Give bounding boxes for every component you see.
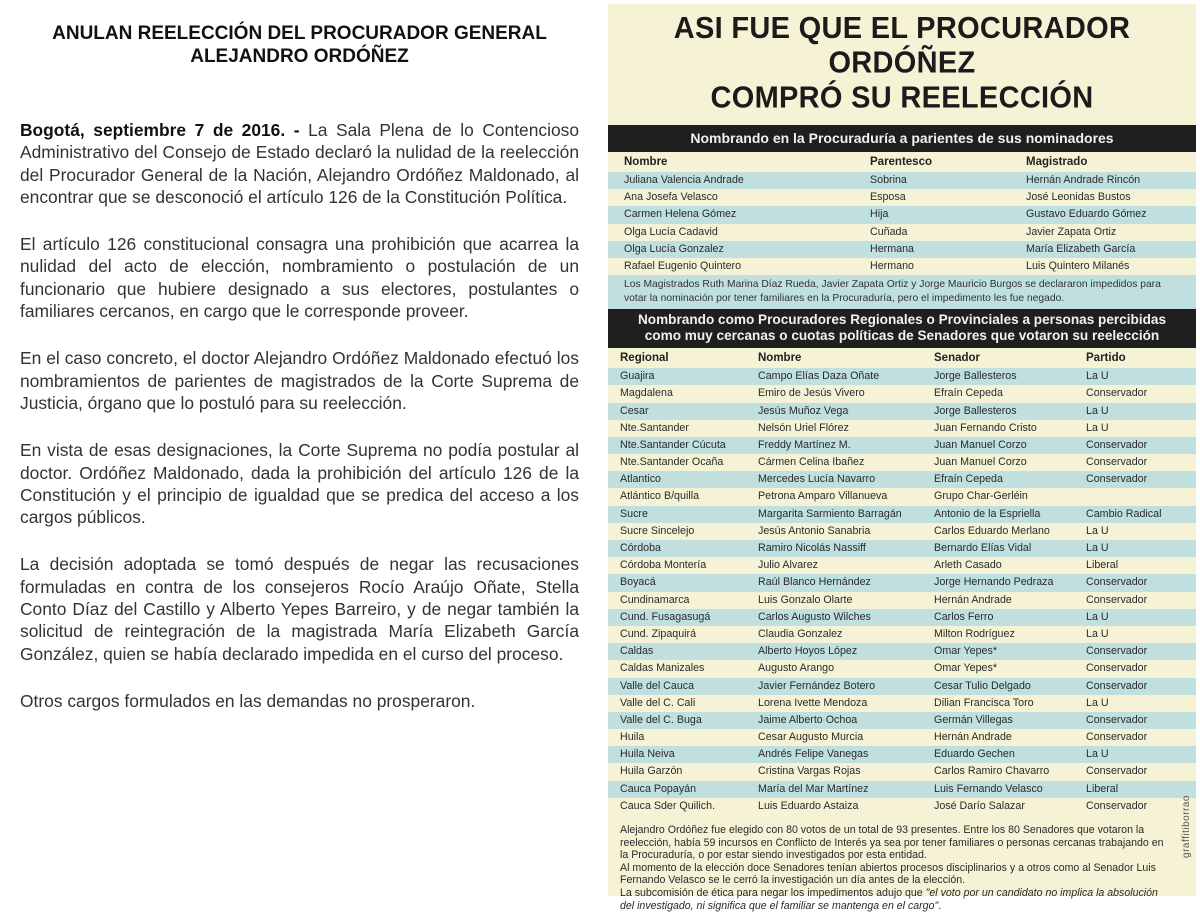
footer-paragraph-2: Al momento de la elección doce Senadores tenían abiertos procesos disciplinarios y a otros como al Senador Luis Fernando Velasco se le cerró la investigación un día antes de la elección.	[620, 861, 1156, 887]
infographic-footer	[608, 815, 1196, 912]
table-cell: Jesús Muñoz Vega	[758, 404, 849, 417]
table-cell: Conservador	[1086, 713, 1148, 726]
header-parentesco: Parentesco	[870, 156, 933, 168]
table-cell: Emiro de Jesús Vivero	[758, 387, 865, 400]
table-cell: Claudia Gonzalez	[758, 627, 843, 640]
table-cell	[1086, 488, 1196, 505]
header-nombre-2: Nombre	[758, 352, 802, 365]
table-cell: Olga Lucía Gonzalez	[624, 242, 724, 255]
table-cell: Efraín Cepeda	[934, 387, 1003, 400]
article-paragraph-5: La decisión adoptada se tomó después de negar las recusaciones formuladas en contra de los consejeros Rocío Araújo Oñate, Stella Conto Díaz del Castillo y Alberto Yepes Barreiro, y de negar también la solicitud de reintegración de la magistrada María Elizabeth García González, quien se había declarado impedida en el curso del proceso.	[20, 554, 579, 664]
dateline: Bogotá, septiembre 7 de 2016. -	[20, 120, 300, 140]
table-cell: Conservador	[1086, 576, 1148, 589]
table-cell: Conservador	[1086, 765, 1148, 778]
relatives-table-header	[608, 152, 1196, 172]
table-row	[608, 712, 1196, 729]
table-cell: Conservador	[1086, 473, 1148, 486]
table-cell: Milton Rodríguez	[934, 627, 1015, 640]
table-row	[608, 574, 1196, 591]
article-paragraph-1	[20, 119, 579, 208]
table-cell: Cesar Augusto Murcia	[758, 731, 864, 744]
table-cell: Hernán Andrade	[934, 593, 1012, 606]
table-cell: Luis Eduardo Astaiza	[758, 799, 859, 812]
table-cell: Cristina Vargas Rojas	[758, 765, 861, 778]
table-row	[608, 420, 1196, 437]
table-cell: Raúl Blanco Hernández	[758, 576, 871, 589]
table-row	[608, 746, 1196, 763]
table-cell: Esposa	[870, 191, 906, 204]
table-cell: Carlos Ferro	[934, 610, 994, 623]
section-2-line-1: Nombrando como Procuradores Regionales o Provinciales a personas percibidas	[637, 312, 1167, 328]
table-cell: Carlos Ramiro Chavarro	[934, 765, 1050, 778]
table-row	[608, 557, 1196, 574]
table-cell: Cesar Tulio Delgado	[934, 679, 1031, 692]
footer-p3-end: .	[938, 899, 942, 912]
table-cell: Ana Josefa Velasco	[624, 191, 718, 204]
table-cell: Nelsón Uriel Flórez	[758, 421, 849, 434]
table-cell: Córdoba	[620, 542, 661, 554]
table-cell: Luis Gonzalo Olarte	[758, 593, 853, 606]
article-paragraph-4: En vista de esas designaciones, la Corte Suprema no podía postular al doctor. Ordóñez Maldonado, dada la prohibición del artículo 126 de la Constitución y el principio de igualdad que se predica del acceso a los cargos públicos.	[20, 440, 579, 528]
table-cell: La U	[1086, 370, 1109, 383]
table-cell: Conservador	[1086, 799, 1148, 812]
header-senador: Senador	[934, 352, 981, 365]
table-cell: Grupo Char-Gerléin	[934, 490, 1028, 503]
table-row	[608, 224, 1196, 241]
table-cell: La U	[1086, 610, 1109, 623]
table-row	[608, 798, 1196, 815]
table-cell: Cauca Popayán	[620, 782, 697, 795]
table-row	[608, 609, 1196, 626]
table-cell: María del Mar Martínez	[758, 782, 869, 795]
table-cell: Alberto Hoyos López	[758, 645, 858, 658]
table-cell: Hernán Andrade Rincón	[1026, 174, 1141, 186]
table-cell: Cambio Radical	[1086, 507, 1162, 520]
table-cell: María Elizabeth García	[1026, 242, 1136, 255]
table-cell: Conservador	[1086, 679, 1148, 692]
table-cell: Mercedes Lucía Navarro	[758, 473, 876, 486]
table-cell: Cuñada	[870, 225, 908, 238]
table-cell: Bernardo Elías Vidal	[934, 542, 1032, 554]
table-cell: José Darío Salazar	[934, 799, 1025, 812]
regional-table	[608, 348, 1196, 815]
infographic-panel	[600, 0, 1200, 912]
header-partido: Partido	[1086, 352, 1126, 365]
table-cell: Campo Elías Daza Oñate	[758, 370, 880, 383]
table-cell: Javier Fernández Botero	[758, 679, 876, 692]
table-cell: Efraín Cepeda	[934, 473, 1003, 486]
table-row	[608, 258, 1196, 275]
table-cell: La U	[1086, 696, 1109, 709]
table-cell: Juan Manuel Corzo	[934, 456, 1027, 469]
table-cell: Conservador	[1086, 731, 1148, 744]
table-cell: Javier Zapata Ortiz	[1026, 225, 1117, 238]
table-cell: Omar Yepes*	[934, 645, 997, 658]
table-cell: Rafael Eugenio Quintero	[624, 259, 742, 272]
table-cell: Conservador	[1086, 593, 1148, 606]
header-regional: Regional	[620, 352, 669, 365]
table-cell: La U	[1086, 421, 1109, 434]
headline-line-1: ANULAN REELECCIÓN DEL PROCURADOR GENERAL	[52, 23, 547, 44]
regional-table-header	[608, 348, 1196, 368]
table-row	[608, 454, 1196, 471]
article-paragraph-3: En el caso concreto, el doctor Alejandro Ordóñez Maldonado efectuó los nombramientos de parientes de magistrados de la Corte Suprema de Justicia, órgano que lo postuló para su reelección.	[20, 348, 579, 413]
table-row	[608, 729, 1196, 746]
table-cell: Huila	[620, 731, 645, 744]
table-cell: Hernán Andrade	[934, 731, 1012, 744]
table-cell: Hermano	[870, 259, 914, 272]
table-cell: José Leonidas Bustos	[1026, 191, 1131, 204]
table-cell: Ramiro Nicolás Nassiff	[758, 542, 866, 554]
table-cell: Olga Lucía Cadavid	[624, 225, 718, 238]
table-cell: Conservador	[1086, 645, 1148, 658]
photo-credit: graffitiborrao	[1181, 795, 1192, 858]
regional-table-body	[608, 368, 1196, 815]
article-headline	[20, 22, 579, 68]
table-cell: Caldas Manizales	[620, 662, 705, 675]
table-cell: Cund. Fusagasugá	[620, 610, 711, 623]
table-cell: Dilian Francisca Toro	[934, 696, 1034, 709]
footer-p3-quote: "el voto por un candidato no implica la absolución del investigado, ni significa que el familiar se mantenga en el cargo"	[620, 886, 1158, 912]
table-cell: Sucre Sincelejo	[620, 524, 695, 537]
table-cell: Antonio de la Espriella	[934, 507, 1041, 520]
table-cell: Freddy Martínez M.	[758, 438, 851, 451]
relatives-table	[608, 152, 1196, 309]
table-cell: Germán Villegas	[934, 713, 1013, 726]
table-cell: Jorge Ballesteros	[934, 404, 1017, 417]
table-row	[608, 385, 1196, 402]
table-row	[608, 471, 1196, 488]
table-cell: Andrés Felipe Vanegas	[758, 748, 869, 761]
table-cell: Córdoba Montería	[620, 559, 707, 572]
footer-paragraph-1: Alejandro Ordóñez fue elegido con 80 votos de un total de 93 presentes. Entre los 80 Senadores que votaron la reelección, había 59 incursos en Conflicto de Interés ya sea por tener familiares o personas cercanas trabajando en la Procuraduría, o por estar siendo investigados por esta entidad.	[620, 824, 1164, 862]
table-cell: Liberal	[1086, 559, 1119, 572]
table-row	[608, 206, 1196, 223]
table-cell: Cauca Sder Quilich.	[620, 799, 716, 812]
table-cell: Jorge Ballesteros	[934, 370, 1017, 383]
table-cell: Luis Fernando Velasco	[934, 782, 1043, 795]
table-row	[608, 241, 1196, 258]
table-row	[608, 189, 1196, 206]
table-cell: Conservador	[1086, 387, 1148, 400]
table-cell: Jaime Alberto Ochoa	[758, 713, 858, 726]
table-cell: Huila Garzón	[620, 765, 683, 778]
table-row	[608, 403, 1196, 420]
table-row	[608, 506, 1196, 523]
table-cell: Arleth Casado	[934, 559, 1002, 572]
table-cell: Luis Quintero Milanés	[1026, 259, 1130, 272]
table-cell: La U	[1086, 542, 1109, 554]
table-cell: Cármen Celina Ibañez	[758, 456, 865, 469]
table-row	[608, 643, 1196, 660]
table-cell: Petrona Amparo Villanueva	[758, 490, 888, 503]
table-row	[608, 781, 1196, 798]
table-cell: Boyacá	[620, 576, 656, 589]
table-row	[608, 592, 1196, 609]
table-row	[608, 172, 1196, 189]
table-cell: Carlos Eduardo Merlano	[934, 524, 1050, 537]
table-cell: Liberal	[1086, 782, 1119, 795]
table-row	[608, 488, 1196, 505]
table-cell: Augusto Arango	[758, 662, 835, 675]
table-cell: Conservador	[1086, 662, 1148, 675]
table-cell: Valle del C. Buga	[620, 713, 702, 726]
table-cell: Gustavo Eduardo Gómez	[1026, 208, 1147, 221]
table-cell: Guajira	[620, 370, 655, 383]
table-cell: Julio Alvarez	[758, 559, 818, 572]
article-paragraph-2: El artículo 126 constitucional consagra una prohibición que acarrea la nulidad del acto de elección, nombramiento o postulación de un funcionario que hubiere designado a sus electores, postulantes o familiares cercanos, en cargo que le corresponde proveer.	[20, 234, 579, 322]
table-cell: La U	[1086, 748, 1109, 761]
table-cell: Juan Fernando Cristo	[934, 421, 1037, 434]
table-cell: Eduardo Gechen	[934, 748, 1015, 761]
table-cell: Carmen Helena Gómez	[624, 208, 737, 221]
table-cell: Valle del Cauca	[620, 679, 695, 692]
table-cell: Caldas	[620, 645, 654, 658]
header-nombre: Nombre	[624, 156, 668, 168]
footer-paragraph-3	[620, 887, 1174, 912]
table-cell: Hermana	[870, 242, 914, 255]
table-row	[608, 763, 1196, 780]
table-cell: La U	[1086, 524, 1109, 537]
table-cell: La U	[1086, 627, 1109, 640]
table-row	[608, 368, 1196, 385]
table-row	[608, 523, 1196, 540]
table-cell: Carlos Augusto Wilches	[758, 610, 871, 623]
article-paragraph-6: Otros cargos formulados en las demandas no prosperaron.	[20, 690, 476, 711]
table-row	[608, 695, 1196, 712]
table-cell: Juan Manuel Corzo	[934, 438, 1027, 451]
table-cell: Juliana Valencia Andrade	[624, 174, 744, 186]
footer-p3-start: La subcomisión de ética para negar los impedimentos adujo que	[620, 886, 923, 899]
table-cell: Valle del C. Cali	[620, 696, 696, 709]
section-2-bar	[608, 309, 1196, 348]
table-cell: Magdalena	[620, 387, 673, 400]
table-cell: Jesús Antonio Sanabria	[758, 524, 871, 537]
table-cell: Conservador	[1086, 456, 1148, 469]
table-cell: La U	[1086, 404, 1109, 417]
table-cell: Lorena Ivette Mendoza	[758, 696, 868, 709]
table-cell: Omar Yepes*	[934, 662, 997, 675]
infographic-title	[608, 1, 1196, 115]
paragraph-1-text: La Sala Plena de lo Contencioso Administrativo del Consejo de Estado declaró la nulidad de la reelección del Procurador General de la Nación, Alejandro Ordóñez Maldonado, al encontrar que se desconoció el artículo 126 de la Constitución Política.	[20, 120, 579, 207]
table-row	[608, 437, 1196, 454]
table-cell: Huila Neiva	[620, 748, 675, 761]
relatives-table-note: Los Magistrados Ruth Marina Díaz Rueda, Javier Zapata Ortiz y Jorge Mauricio Burgos se declararon impedidos para votar la nominación por tener familiares en la Procuraduría, pero el impedimento les fue negado.	[608, 275, 1196, 309]
title-line-2: COMPRÓ SU REELECCIÓN	[710, 81, 1094, 115]
section-1-bar: Nombrando en la Procuraduría a parientes de sus nominadores	[608, 125, 1196, 152]
article-panel	[0, 0, 597, 900]
table-cell: Nte.Santander Cúcuta	[620, 438, 726, 451]
table-cell: Atlantico	[620, 473, 661, 486]
table-cell: Atlántico B/quilla	[620, 490, 700, 503]
table-cell: Hija	[870, 208, 889, 221]
newspaper-clipping	[608, 4, 1196, 912]
table-cell: Cesar	[620, 404, 649, 417]
table-cell: Cundinamarca	[620, 593, 690, 606]
table-cell: Conservador	[1086, 438, 1148, 451]
table-cell: Jorge Hernando Pedraza	[934, 576, 1054, 589]
table-row	[608, 540, 1196, 557]
table-row	[608, 678, 1196, 695]
header-magistrado: Magistrado	[1026, 156, 1088, 168]
table-row	[608, 660, 1196, 677]
table-row	[608, 626, 1196, 643]
table-cell: Cund. Zipaquirá	[620, 627, 697, 640]
title-line-1: ASI FUE QUE EL PROCURADOR ORDÓÑEZ	[673, 11, 1131, 81]
table-cell: Margarita Sarmiento Barragán	[758, 507, 902, 520]
relatives-table-body	[608, 172, 1196, 275]
section-2-line-2: como muy cercanas o cuotas políticas de Senadores que votaron su reelección	[644, 328, 1160, 344]
table-cell: Nte.Santander	[620, 421, 689, 434]
table-cell: Nte.Santander Ocaña	[620, 456, 724, 469]
headline-line-2: ALEJANDRO ORDÓÑEZ	[190, 46, 409, 67]
table-cell: Sucre	[620, 507, 648, 520]
table-cell: Sobrina	[870, 174, 907, 186]
